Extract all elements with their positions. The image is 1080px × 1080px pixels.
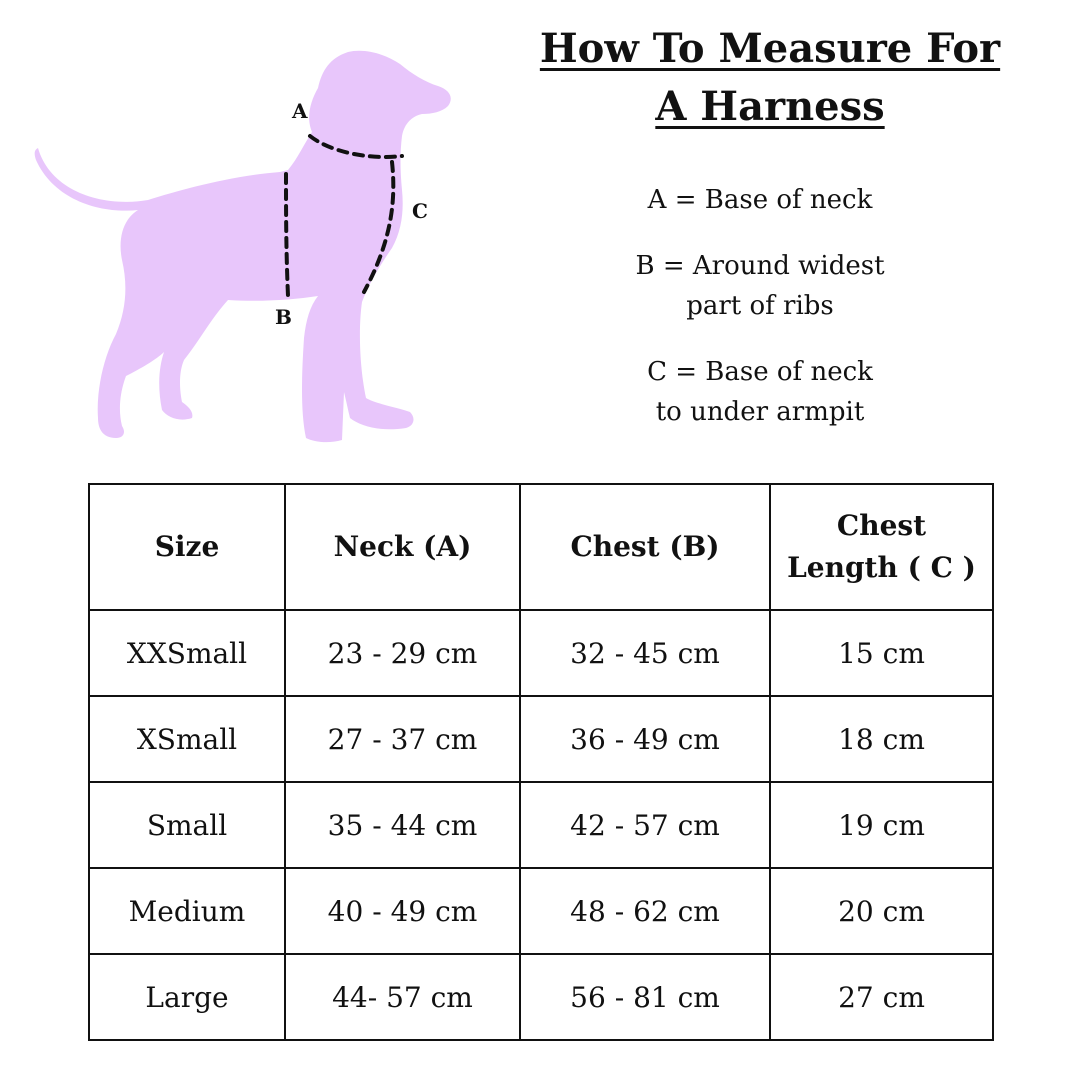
chest-cell: 36 - 49 cm (520, 696, 770, 782)
table-row (89, 954, 993, 1040)
marker-b-label: B (275, 305, 292, 329)
marker-a-label: A (292, 99, 308, 123)
table-row (89, 610, 993, 696)
neck-cell: 23 - 29 cm (285, 610, 520, 696)
neck-cell: 27 - 37 cm (285, 696, 520, 782)
table-row (89, 696, 993, 782)
header-size: Size (89, 484, 285, 610)
header-chest-length: Chest Length ( C ) (770, 484, 993, 610)
chest-length-cell: 18 cm (770, 696, 993, 782)
chest-length-cell: 19 cm (770, 782, 993, 868)
size-cell: XXSmall (89, 610, 285, 696)
measurement-legend (600, 180, 920, 458)
size-cell: Medium (89, 868, 285, 954)
header-chest: Chest (B) (520, 484, 770, 610)
neck-cell: 40 - 49 cm (285, 868, 520, 954)
marker-c-label: C (412, 199, 428, 223)
size-chart-table (88, 483, 994, 1041)
dog-silhouette (35, 51, 451, 442)
chest-length-cell: 27 cm (770, 954, 993, 1040)
size-cell: XSmall (89, 696, 285, 782)
table-header-row (89, 484, 993, 610)
header-neck: Neck (A) (285, 484, 520, 610)
legend-item-b: B = Around widest part of ribs (635, 251, 885, 321)
chest-cell: 56 - 81 cm (520, 954, 770, 1040)
chest-cell: 42 - 57 cm (520, 782, 770, 868)
page-title: How To Measure For A Harness (539, 25, 1001, 130)
size-cell: Small (89, 782, 285, 868)
chest-cell: 48 - 62 cm (520, 868, 770, 954)
size-cell: Large (89, 954, 285, 1040)
neck-cell: 35 - 44 cm (285, 782, 520, 868)
chest-length-cell: 15 cm (770, 610, 993, 696)
legend-item-c: C = Base of neck to under armpit (647, 357, 873, 427)
dog-measurement-diagram (30, 40, 470, 450)
table-row (89, 868, 993, 954)
neck-cell: 44- 57 cm (285, 954, 520, 1040)
table-row (89, 782, 993, 868)
chest-length-cell: 20 cm (770, 868, 993, 954)
legend-item-a: A = Base of neck (647, 185, 873, 215)
chest-cell: 32 - 45 cm (520, 610, 770, 696)
